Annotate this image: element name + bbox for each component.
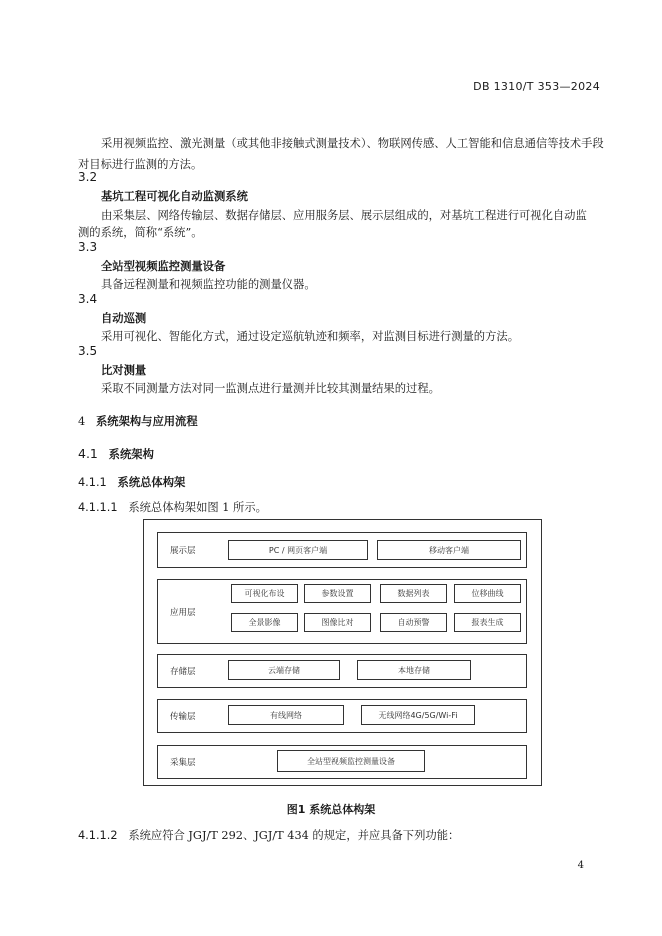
- layer-label: 应用层: [170, 608, 196, 618]
- display-layer: [157, 532, 527, 568]
- local-storage-box: 本地存储: [357, 660, 471, 680]
- transport-layer: [157, 699, 527, 733]
- mobile-client-box: 移动客户端: [377, 540, 521, 560]
- chapter-number: 4: [78, 415, 86, 428]
- data-list-box: 数据列表: [380, 584, 447, 603]
- architecture-diagram: [143, 519, 542, 786]
- term-definition: 由采集层、网络传输层、数据存储层、应用服务层、展示层组成的，对基坑工程进行可视化自动监: [101, 209, 587, 222]
- panoramic-image-box: 全景影像: [231, 613, 298, 632]
- intro-paragraph: 采用视频监控、激光测量（或其他非接触式测量技术）、物联网传感、人工智能和信息通信等技术手段对目标进行监测的方法。: [78, 137, 604, 171]
- standard-code: DB 1310/T 353—2024: [473, 80, 600, 93]
- auto-warning-box: 自动预警: [380, 613, 447, 632]
- chapter-title: 系统架构与应用流程: [95, 414, 198, 428]
- page-number: 4: [577, 860, 584, 871]
- clause-number: 4.1.1.1: [78, 501, 118, 514]
- layer-label: 展示层: [170, 546, 196, 556]
- figure-caption: 图1 系统总体构架: [286, 803, 376, 816]
- clause-number: 3.4: [78, 292, 98, 306]
- term-definition: 采取不同测量方法对同一监测点进行量测并比较其测量结果的过程。: [101, 382, 440, 395]
- term-title: 自动巡测: [101, 311, 147, 325]
- term-definition: 具备远程测量和视频监控功能的测量仪器。: [101, 278, 316, 291]
- section-number: 4.1: [78, 446, 98, 461]
- collection-layer: [157, 745, 527, 779]
- displacement-curve-box: 位移曲线: [454, 584, 521, 603]
- parameter-settings-box: 参数设置: [304, 584, 371, 603]
- layer-label: 传输层: [170, 712, 196, 722]
- storage-layer: [157, 654, 527, 688]
- visual-layout-box: 可视化布设: [231, 584, 298, 603]
- subsection-heading: [78, 474, 185, 490]
- clause-4112: [78, 827, 459, 843]
- wired-network-box: 有线网络: [228, 705, 344, 725]
- section-title: 系统架构: [108, 447, 154, 461]
- clause-number: 3.5: [78, 344, 98, 358]
- report-generation-box: 报表生成: [454, 613, 521, 632]
- subsection-number: 4.1.1: [78, 476, 107, 489]
- cloud-storage-box: 云端存储: [228, 660, 340, 680]
- subsection-title: 系统总体构架: [117, 475, 186, 489]
- clause-text: 系统总体构架如图 1 所示。: [128, 501, 267, 514]
- image-comparison-box: 图像比对: [304, 613, 371, 632]
- term-title: 比对测量: [101, 363, 147, 377]
- term-title: 基坑工程可视化自动监测系统: [101, 189, 248, 203]
- section-heading: [78, 446, 154, 462]
- layer-label: 采集层: [170, 758, 196, 768]
- term-definition: 采用可视化、智能化方式，通过设定巡航轨迹和频率，对监测目标进行测量的方法。: [101, 330, 519, 343]
- clause-text: 系统应符合 JGJ/T 292、JGJ/T 434 的规定，并应具备下列功能：: [128, 829, 460, 842]
- layer-label: 存储层: [170, 667, 196, 677]
- clause-number: 4.1.1.2: [78, 829, 118, 842]
- wireless-network-box: 无线网络4G/5G/Wi-Fi: [361, 705, 475, 725]
- clause-4111: [78, 499, 267, 515]
- application-layer: [157, 579, 527, 644]
- term-title: 全站型视频监控测量设备: [101, 259, 226, 273]
- chapter-heading: [78, 413, 198, 429]
- clause-number: 3.2: [78, 170, 98, 184]
- pc-web-client-box: PC / 网页客户端: [228, 540, 368, 560]
- term-definition-continued: 测的系统，简称“系统”。: [78, 226, 203, 239]
- clause-number: 3.3: [78, 240, 98, 254]
- total-station-device-box: 全站型视频监控测量设备: [277, 750, 425, 772]
